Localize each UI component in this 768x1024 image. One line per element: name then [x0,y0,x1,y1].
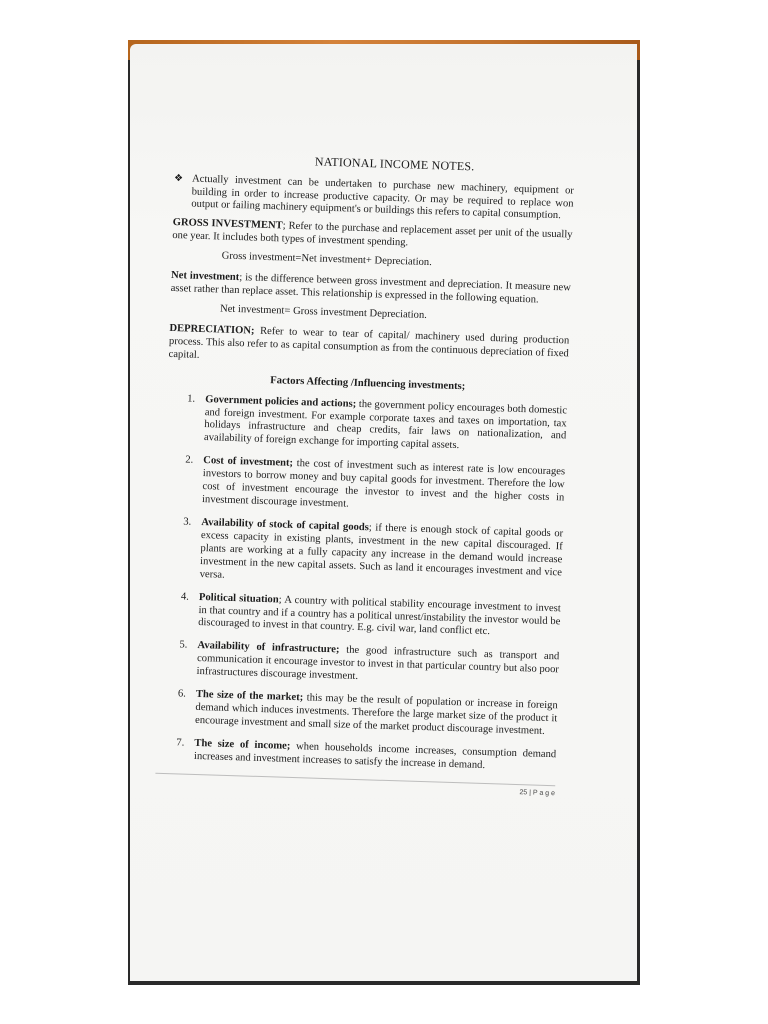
depreciation-text: Refer to wear to tear of capital/ machinery used during production process. This also refer to as capital consumption as from the continuous depreciation of fixed capital. [168,325,570,361]
list-item: 3. Availability of stock of capital goods; if there is enough stock of capital goods or excess capacity in existing plants, investment in the new capital discouraged. If plants are working at a fully capacity any increase in the demand would increase investment in the new capital assets. Such as land it encourages investment and vice versa. [183,516,564,581]
list-item: 5. Availability of infrastructure; the good infrastructure such as transport and communication it encourage investor to invest in that particular country but also poor infrastructures discourage investment. [179,639,560,683]
diamond-bullet-icon: ❖ [173,172,184,184]
intro-paragraph [173,173,574,224]
list-item: 4. Political situation; A country with political stability encourage investment to invest in that country and if a country has a political unrest/instability the investor would be discouraged to invest in that country. E.g. civil war, land conflict etc. [180,591,561,638]
net-investment-equation: Net investment= Gross investment Depreciation. [219,303,428,321]
page-title: NATIONAL INCOME NOTES. [314,154,475,174]
intro-text: Actually investment can be undertaken to purchase new machinery, equipment or building in order to increase productive capacity. Or may be required to replace won output or failing machinery equipment's or buildings this refers to capital consumption. [191,173,575,222]
list-item: 2. Cost of investment; the cost of investment such as interest rate is low encourages investors to borrow money and buy capital goods for investment. Therefore the low cost of investment encourage the investor to invest and the higher costs in investment discourage investment. [185,454,566,510]
gross-investment-text: ; Refer to the purchase and replacement asset per unit of the usually one year. It includes both types of investment spending. [172,220,573,249]
factors-list [156,392,567,775]
depreciation-term: DEPRECIATION; [169,322,255,337]
net-investment-paragraph [170,270,571,308]
list-item: 6. The size of the market; this may be the result of population or increase in foreign demand which induces investments. Therefore the large market size of the product it encourage investment and small size of the market product discourage investment. [177,688,558,737]
net-investment-term: Net investment [170,270,240,284]
depreciation-paragraph [168,323,569,374]
list-item: 7. The size of income; when households income increases, consumption demand increases and investment increases to satisfy the increase in demand. [176,737,557,771]
factors-heading: Factors Affecting /Influencing investments; [270,374,466,392]
document-page [155,150,575,799]
gross-investment-equation: Gross investment=Net investment+ Depreciation. [221,250,433,269]
list-item: 1. Government policies and actions; the government policy encourages both domestic and foreign investment. For example corporate taxes and taxes on importation, tax holidays infrastructure and cheap credits, fair laws on nationalization, and availability of foreign exchange for importing capital assets. [187,393,568,452]
page-footer: 25 | P a g e [155,772,555,798]
gross-investment-paragraph [172,217,573,255]
gross-investment-term: GROSS INVESTMENT [172,217,283,232]
net-investment-text: ; is the difference between gross investment and depreciation. It measure new asset rather than replace asset. This relationship is expressed in the following equation. [170,272,572,306]
